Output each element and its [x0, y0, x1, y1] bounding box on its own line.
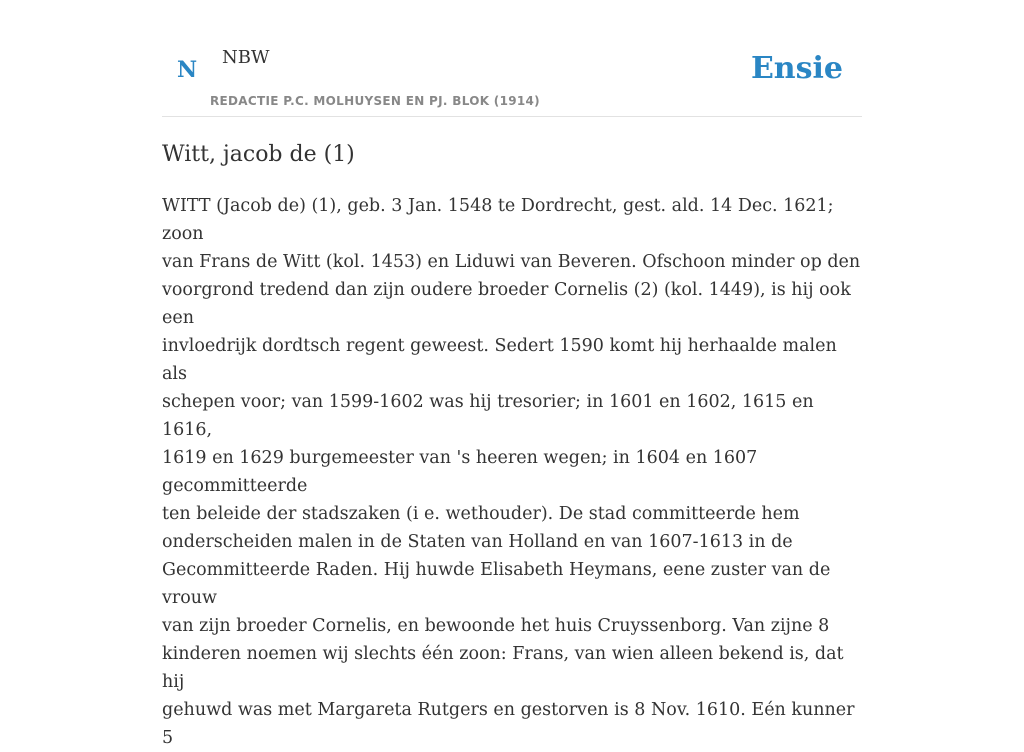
- article-line: van zijn broeder Cornelis, en bewoonde het huis Cruyssenborg. Van zijne 8: [162, 616, 830, 636]
- article-line: kinderen noemen wij slechts één zoon: Frans, van wien alleen bekend is, dat hij: [162, 644, 844, 692]
- article-line: gehuwd was met Margareta Rutgers en gestorven is 8 Nov. 1610. Eén kunner 5: [162, 700, 855, 748]
- article-body: [162, 192, 862, 752]
- source-logo-link[interactable]: N: [177, 57, 198, 83]
- article-line: invloedrijk dordtsch regent geweest. Sedert 1590 komt hij herhaalde malen als: [162, 336, 837, 384]
- article-line: voorgrond tredend dan zijn oudere broeder Cornelis (2) (kol. 1449), is hij ook een: [162, 280, 851, 328]
- article-line: schepen voor; van 1599-1602 was hij tresorier; in 1601 en 1602, 1615 en 1616,: [162, 392, 814, 440]
- article-line: van Frans de Witt (kol. 1453) en Liduwi van Beveren. Ofschoon minder op den: [162, 252, 861, 272]
- article-line: WITT (Jacob de) (1), geb. 3 Jan. 1548 te Dordrecht, gest. ald. 14 Dec. 1621; zoon: [162, 196, 834, 244]
- source-title[interactable]: NBW: [222, 47, 270, 68]
- source-subtitle: REDACTIE P.C. MOLHUYSEN EN PJ. BLOK (1914): [210, 94, 540, 108]
- article-line: onderscheiden malen in de Staten van Holland en van 1607-1613 in de: [162, 532, 793, 552]
- article-line: 1619 en 1629 burgemeester van 's heeren wegen; in 1604 en 1607 gecommitteerde: [162, 448, 758, 496]
- article-title: Witt, jacob de (1): [162, 142, 355, 167]
- article-line: Gecommitteerde Raden. Hij huwde Elisabeth Heymans, eene zuster van de vrouw: [162, 560, 831, 608]
- ensie-logo-link[interactable]: Ensie: [750, 51, 843, 86]
- source-header: [162, 0, 862, 117]
- article-line: ten beleide der stadszaken (i e. wethouder). De stad committeerde hem: [162, 504, 800, 524]
